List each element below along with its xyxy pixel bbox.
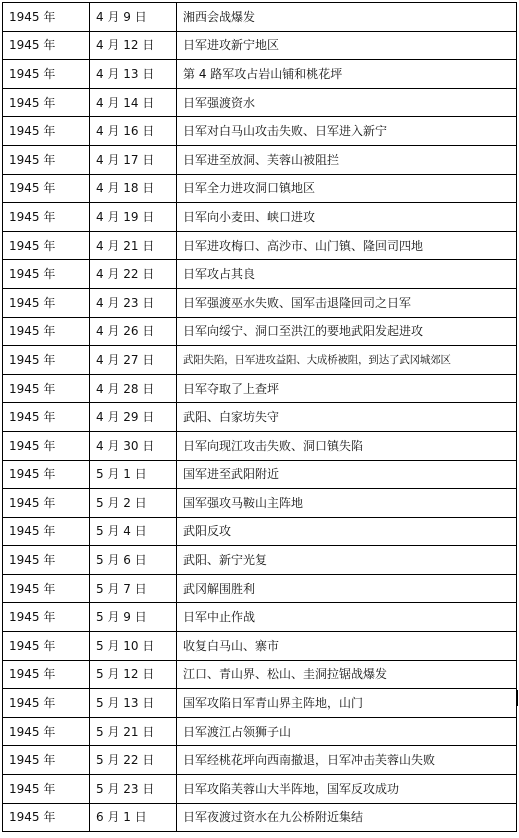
year-cell: 1945 年	[3, 260, 90, 289]
table-row	[3, 775, 517, 804]
date-cell: 4 月 16 日	[90, 117, 177, 146]
table-row	[3, 717, 517, 746]
event-cell: 收复白马山、寨市	[177, 632, 517, 661]
date-cell: 6 月 1 日	[90, 803, 177, 832]
date-cell: 5 月 7 日	[90, 574, 177, 603]
table-row	[3, 803, 517, 832]
year-cell: 1945 年	[3, 775, 90, 804]
table-row	[3, 489, 517, 518]
table-row	[3, 203, 517, 232]
year-cell: 1945 年	[3, 460, 90, 489]
year-cell: 1945 年	[3, 174, 90, 203]
year-cell: 1945 年	[3, 3, 90, 32]
table-row	[3, 460, 517, 489]
table-row	[3, 431, 517, 460]
table-row	[3, 231, 517, 260]
event-cell: 国军进至武阳附近	[177, 460, 517, 489]
table-row	[3, 60, 517, 89]
table-row	[3, 145, 517, 174]
date-cell: 4 月 18 日	[90, 174, 177, 203]
event-cell: 武阳、白家坊失守	[177, 403, 517, 432]
event-cell: 日军向现江攻击失败、洞口镇失陷	[177, 431, 517, 460]
timeline-table	[2, 2, 517, 832]
table-row	[3, 746, 517, 775]
year-cell: 1945 年	[3, 231, 90, 260]
year-cell: 1945 年	[3, 489, 90, 518]
year-cell: 1945 年	[3, 431, 90, 460]
event-cell: 日军攻占其良	[177, 260, 517, 289]
date-cell: 4 月 19 日	[90, 203, 177, 232]
table-row	[3, 546, 517, 575]
year-cell: 1945 年	[3, 374, 90, 403]
date-cell: 5 月 6 日	[90, 546, 177, 575]
date-cell: 4 月 9 日	[90, 3, 177, 32]
table-row	[3, 374, 517, 403]
event-cell: 江口、青山界、松山、圭洞拉锯战爆发	[177, 660, 517, 689]
year-cell: 1945 年	[3, 31, 90, 60]
year-cell: 1945 年	[3, 717, 90, 746]
event-cell: 国军强攻马鞍山主阵地	[177, 489, 517, 518]
year-cell: 1945 年	[3, 117, 90, 146]
table-row	[3, 632, 517, 661]
year-cell: 1945 年	[3, 660, 90, 689]
year-cell: 1945 年	[3, 403, 90, 432]
table-row	[3, 603, 517, 632]
year-cell: 1945 年	[3, 88, 90, 117]
date-cell: 4 月 29 日	[90, 403, 177, 432]
date-cell: 5 月 4 日	[90, 517, 177, 546]
date-cell: 5 月 10 日	[90, 632, 177, 661]
year-cell: 1945 年	[3, 632, 90, 661]
event-cell: 日军向小麦田、峡口进攻	[177, 203, 517, 232]
year-cell: 1945 年	[3, 145, 90, 174]
event-cell: 武冈解围胜利	[177, 574, 517, 603]
year-cell: 1945 年	[3, 203, 90, 232]
event-cell: 日军向绥宁、洞口至洪江的要地武阳发起进攻	[177, 317, 517, 346]
date-cell: 4 月 27 日	[90, 346, 177, 375]
date-cell: 4 月 22 日	[90, 260, 177, 289]
event-cell: 武阳失陷，日军进攻益阳、大成桥被阻，到达了武冈城郊区	[177, 346, 517, 375]
date-cell: 5 月 23 日	[90, 775, 177, 804]
table-row	[3, 31, 517, 60]
year-cell: 1945 年	[3, 288, 90, 317]
table-row	[3, 689, 517, 718]
event-cell: 日军强渡巫水失败、国军击退隆回司之日军	[177, 288, 517, 317]
date-cell: 4 月 14 日	[90, 88, 177, 117]
year-cell: 1945 年	[3, 803, 90, 832]
table-row	[3, 260, 517, 289]
year-cell: 1945 年	[3, 746, 90, 775]
event-cell: 国军攻陷日军青山界主阵地，山门	[177, 689, 517, 718]
event-cell: 第 4 路军攻占岩山铺和桃花坪	[177, 60, 517, 89]
event-cell: 日军进攻梅口、高沙市、山门镇、隆回司四地	[177, 231, 517, 260]
event-cell: 湘西会战爆发	[177, 3, 517, 32]
edge-mark	[516, 690, 518, 706]
date-cell: 4 月 30 日	[90, 431, 177, 460]
date-cell: 5 月 9 日	[90, 603, 177, 632]
date-cell: 4 月 21 日	[90, 231, 177, 260]
table-row	[3, 346, 517, 375]
date-cell: 4 月 23 日	[90, 288, 177, 317]
timeline-body	[3, 3, 517, 832]
date-cell: 4 月 26 日	[90, 317, 177, 346]
table-row	[3, 88, 517, 117]
date-cell: 5 月 2 日	[90, 489, 177, 518]
year-cell: 1945 年	[3, 517, 90, 546]
year-cell: 1945 年	[3, 603, 90, 632]
year-cell: 1945 年	[3, 60, 90, 89]
event-cell: 日军攻陷芙蓉山大半阵地，国军反攻成功	[177, 775, 517, 804]
event-cell: 日军进至放洞、芙蓉山被阻拦	[177, 145, 517, 174]
table-row	[3, 660, 517, 689]
event-cell: 日军经桃花坪向西南撤退，日军冲击芙蓉山失败	[177, 746, 517, 775]
table-row	[3, 288, 517, 317]
date-cell: 5 月 13 日	[90, 689, 177, 718]
table-row	[3, 117, 517, 146]
date-cell: 4 月 13 日	[90, 60, 177, 89]
table-row	[3, 3, 517, 32]
table-row	[3, 317, 517, 346]
table-row	[3, 174, 517, 203]
event-cell: 日军渡江占领狮子山	[177, 717, 517, 746]
event-cell: 日军夜渡过资水在九公桥附近集结	[177, 803, 517, 832]
event-cell: 日军进攻新宁地区	[177, 31, 517, 60]
event-cell: 日军夺取了上查坪	[177, 374, 517, 403]
event-cell: 日军强渡资水	[177, 88, 517, 117]
event-cell: 武阳、新宁光复	[177, 546, 517, 575]
table-row	[3, 403, 517, 432]
table-row	[3, 574, 517, 603]
year-cell: 1945 年	[3, 346, 90, 375]
date-cell: 5 月 22 日	[90, 746, 177, 775]
event-cell: 日军全力进攻洞口镇地区	[177, 174, 517, 203]
date-cell: 5 月 1 日	[90, 460, 177, 489]
date-cell: 4 月 17 日	[90, 145, 177, 174]
event-cell: 日军中止作战	[177, 603, 517, 632]
year-cell: 1945 年	[3, 574, 90, 603]
date-cell: 5 月 21 日	[90, 717, 177, 746]
event-cell: 日军对白马山攻击失败、日军进入新宁	[177, 117, 517, 146]
year-cell: 1945 年	[3, 689, 90, 718]
date-cell: 4 月 12 日	[90, 31, 177, 60]
date-cell: 4 月 28 日	[90, 374, 177, 403]
table-row	[3, 517, 517, 546]
year-cell: 1945 年	[3, 317, 90, 346]
year-cell: 1945 年	[3, 546, 90, 575]
event-cell: 武阳反攻	[177, 517, 517, 546]
date-cell: 5 月 12 日	[90, 660, 177, 689]
